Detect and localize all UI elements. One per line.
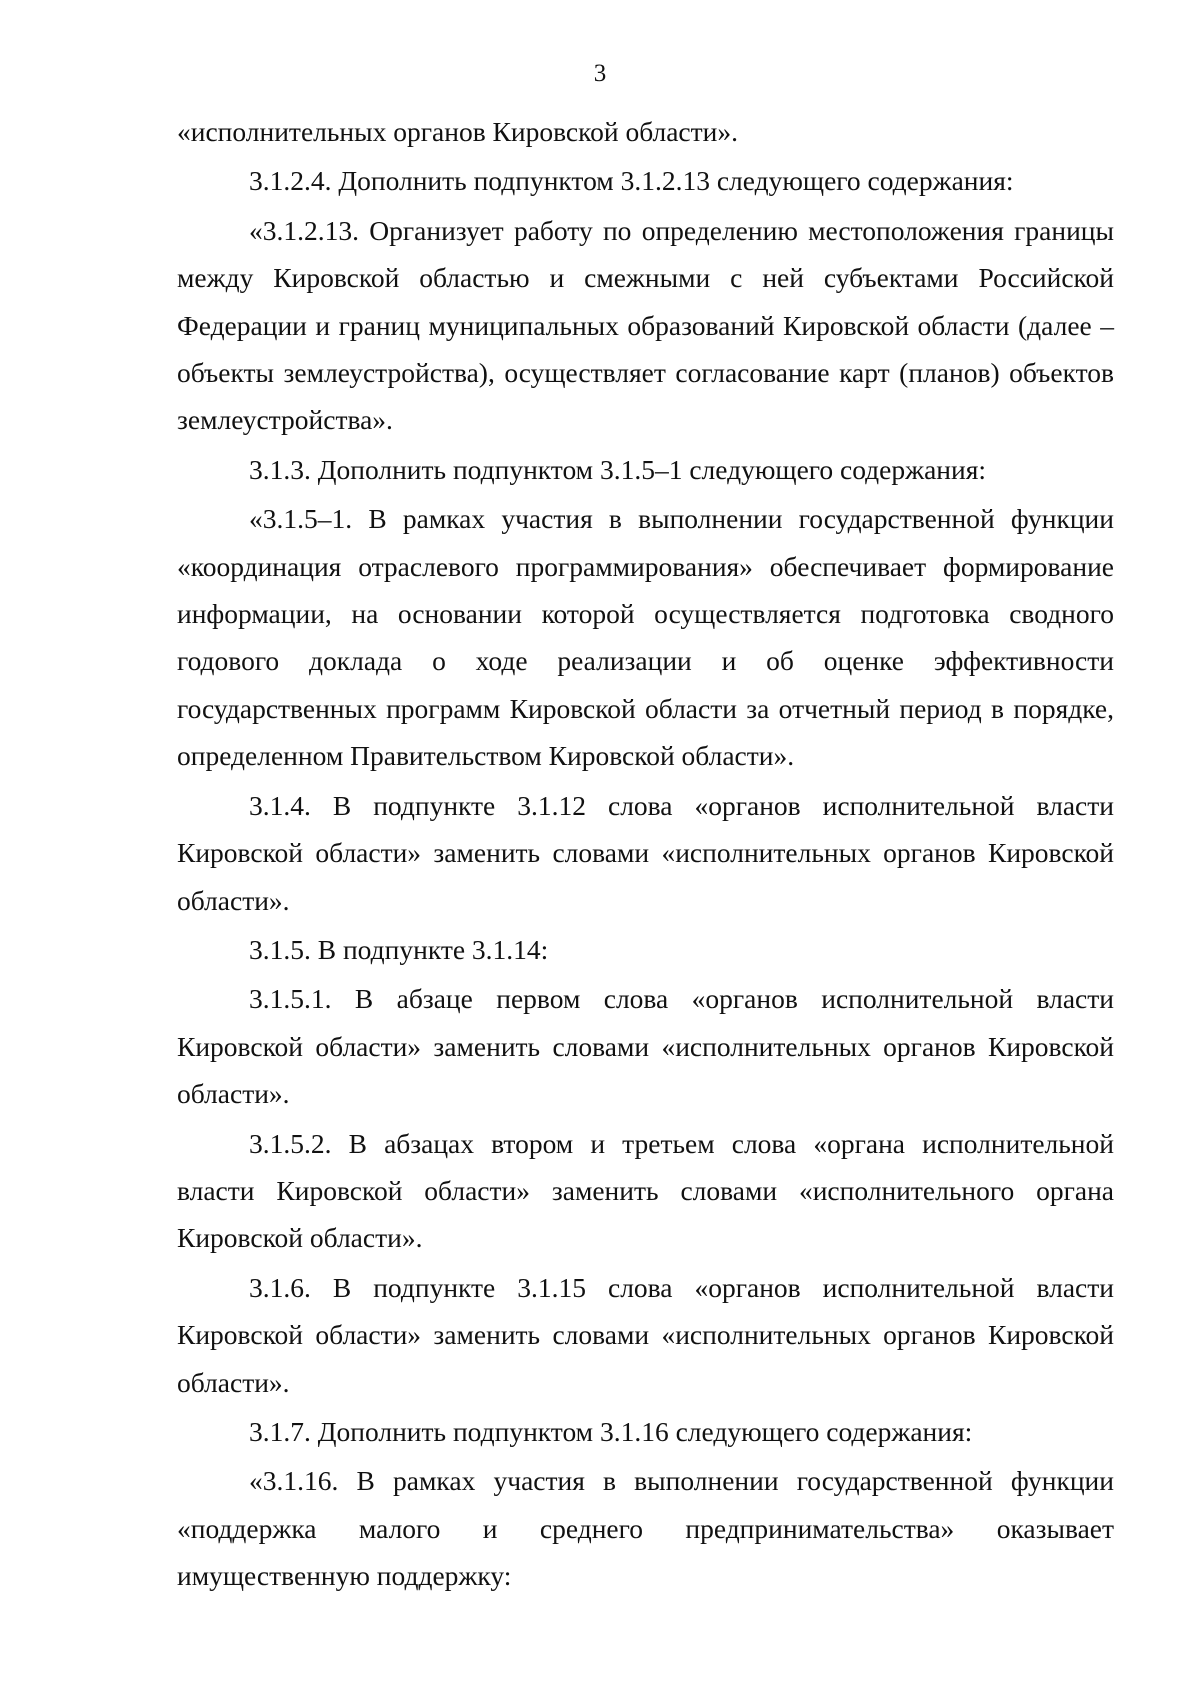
paragraph-3-1-2-4: 3.1.2.4. Дополнить подпунктом 3.1.2.13 следующего содержания: <box>249 165 1014 197</box>
paragraph-3-1-3: 3.1.3. Дополнить подпунктом 3.1.5–1 следующего содержания: <box>249 453 987 485</box>
document-body <box>177 108 1114 1600</box>
paragraph-continuation: «исполнительных органов Кировской области». <box>177 116 738 147</box>
paragraph-3-1-5: 3.1.5. В подпункте 3.1.14: <box>249 933 549 965</box>
paragraph-3-1-5-1-abzac: 3.1.5.1. В абзаце первом слова «органов исполнительной власти Кировской области» заменить словами «исполнительных органов Кировской области». <box>177 983 1114 1110</box>
paragraph-3-1-6: 3.1.6. В подпункте 3.1.15 слова «органов исполнительной власти Кировской области» заменить словами «исполнительных органов Кировской области». <box>177 1271 1114 1398</box>
paragraph-3-1-5-2: 3.1.5.2. В абзацах втором и третьем слова «органа исполнительной власти Кировской области» заменить словами «исполнительного органа Кировской области». <box>177 1127 1114 1254</box>
paragraph-3-1-16: «3.1.16. В рамках участия в выполнении государственной функции «поддержка малого и среднего предпринимательства» оказывает имущественную поддержку: <box>177 1465 1114 1592</box>
paragraph-3-1-2-13: «3.1.2.13. Организует работу по определению местоположения границы между Кировской областью и смежными с ней субъектами Российской Федерации и границ муниципальных образований Кировской области (далее – объекты землеустройства), осуществляет согласование карт (планов) объектов землеустройства». <box>177 214 1114 436</box>
paragraph-3-1-7: 3.1.7. Дополнить подпунктом 3.1.16 следующего содержания: <box>249 1415 973 1447</box>
page-number: 3 <box>593 60 607 87</box>
paragraph-3-1-4: 3.1.4. В подпункте 3.1.12 слова «органов исполнительной власти Кировской области» заменить словами «исполнительных органов Кировской области». <box>177 789 1114 916</box>
paragraph-3-1-5-1: «3.1.5–1. В рамках участия в выполнении государственной функции «координация отраслевого программирования» обеспечивает формирование информации, на основании которой осуществляется подготовка сводного годового доклада о ходе реализации и об оценке эффективности государственных программ Кировской области за отчетный период в порядке, определенном Правительством Кировской области». <box>177 503 1114 772</box>
